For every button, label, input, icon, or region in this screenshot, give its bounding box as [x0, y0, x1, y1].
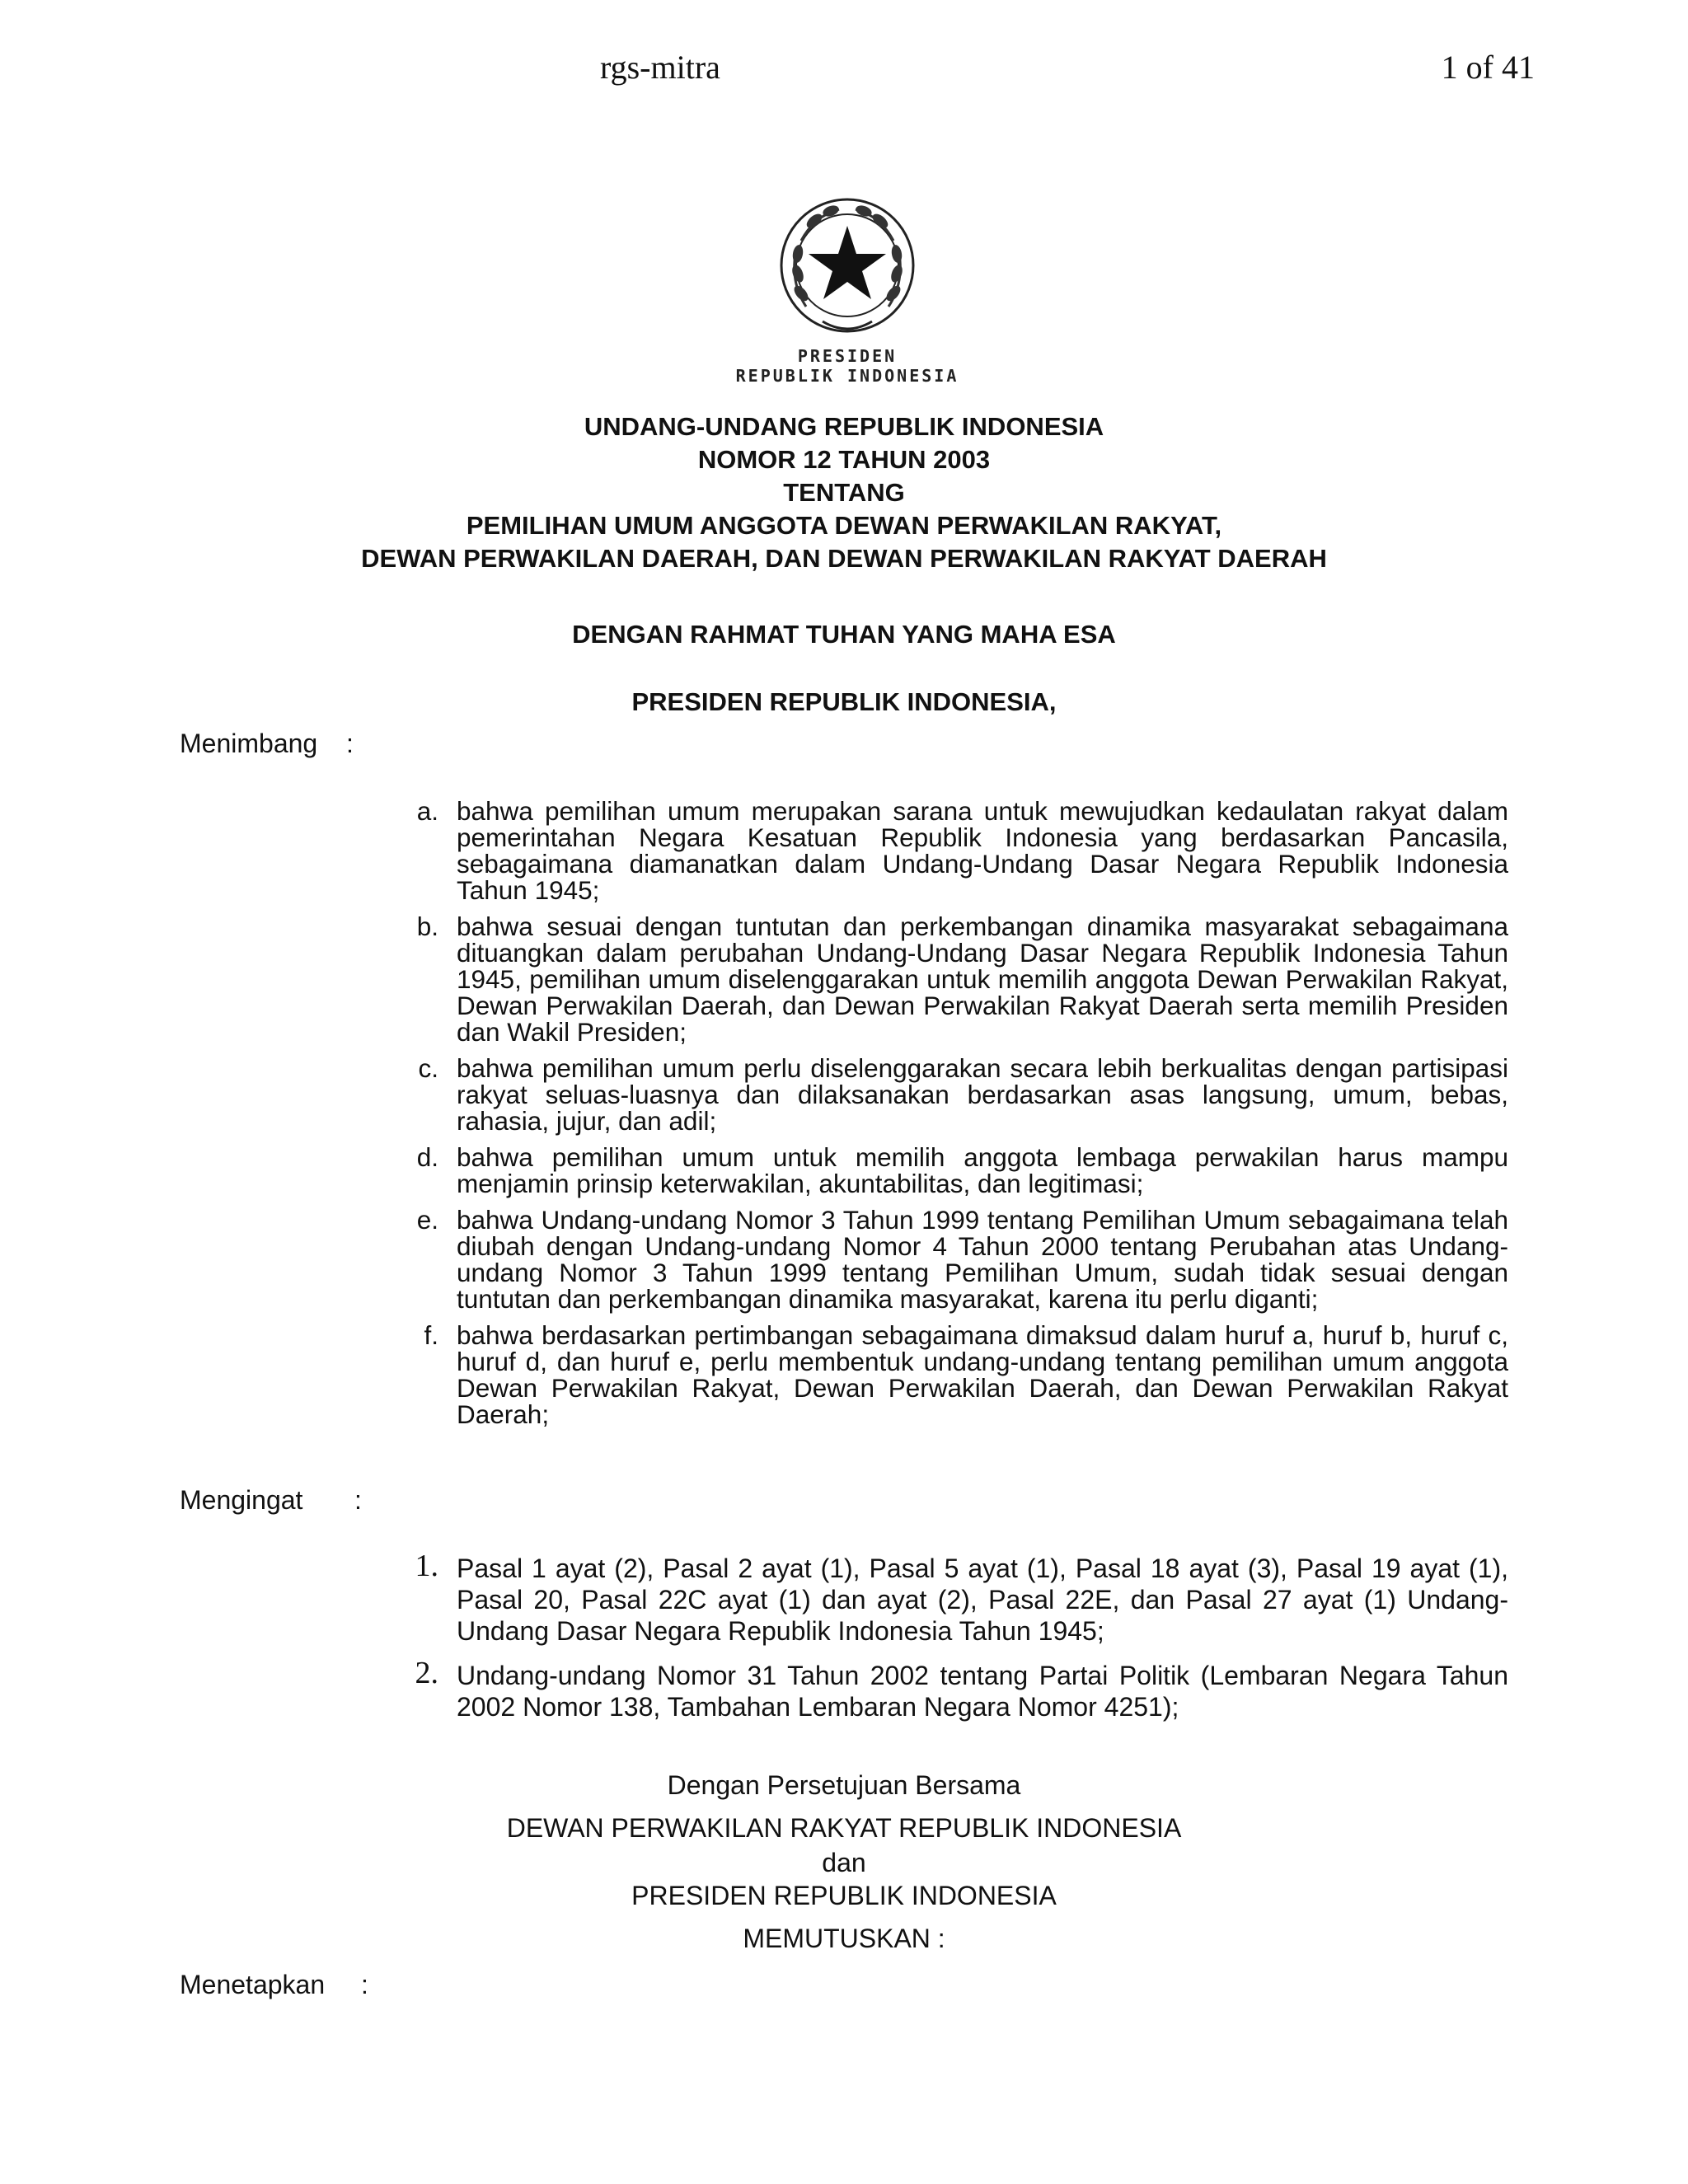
approval-body1: DEWAN PERWAKILAN RAKYAT REPUBLIK INDONESIA [506, 1813, 1182, 1843]
running-header [0, 48, 1688, 97]
mengingat-label: Mengingat [180, 1485, 303, 1515]
item-text: bahwa pemilihan umum merupakan sarana untuk mewujudkan kedaulatan rakyat dalam pemerintahan Negara Kesatuan Republik Indonesia yang berdasarkan Pancasila, sebagaimana diamanatkan dalam Undang-Undang Dasar Negara Republik Indonesia Tahun 1945; [457, 796, 1508, 905]
list-item [387, 1549, 1508, 1647]
menetapkan-label: Menetapkan [180, 1970, 326, 1999]
title-line: NOMOR 12 TAHUN 2003 [697, 445, 991, 474]
list-item [387, 1322, 1508, 1427]
list-item [387, 1055, 1508, 1134]
item-letter: f. [424, 1320, 438, 1350]
garuda-star-emblem-icon [773, 191, 921, 340]
item-letter: d. [416, 1142, 438, 1172]
menimbang-label: Menimbang [180, 729, 318, 758]
item-text: bahwa Undang-undang Nomor 3 Tahun 1999 tentang Pemilihan Umum sebagaimana telah diubah dengan Undang-undang Nomor 4 Tahun 2000 tentang Perubahan atas Undang-undang Nomor 3 Tahun 1999 tentang Pemilihan Umum, sudah tidak sesuai dengan tuntutan dan perkembangan dinamika masyarakat, karena itu perlu diganti; [457, 1205, 1508, 1314]
list-item [387, 798, 1508, 903]
list-item [387, 1144, 1508, 1197]
menimbang-list [387, 798, 1508, 1437]
menetapkan-colon: : [361, 1970, 368, 1999]
emblem-caption-line1: PRESIDEN [797, 346, 898, 366]
item-text: Undang-undang Nomor 31 Tahun 2002 tentang Partai Politik (Lembaran Negara Tahun 2002 Nomor 138, Tambahan Lembaran Negara Nomor 4251); [457, 1661, 1508, 1722]
source-label: rgs-mitra [600, 49, 720, 86]
mengingat-colon: : [354, 1485, 362, 1515]
president-heading: PRESIDEN REPUBLIK INDONESIA, [631, 687, 1057, 716]
item-text: bahwa pemilihan umum perlu diselenggarakan secara lebih berkualitas dengan partisipasi rakyat seluas-luasnya dan dilaksanakan berdasarkan asas langsung, umum, bebas, rahasia, jujur, dan adil; [457, 1053, 1508, 1136]
item-text: Pasal 1 ayat (2), Pasal 2 ayat (1), Pasal 5 ayat (1), Pasal 18 ayat (3), Pasal 19 ayat (1), Pasal 20, Pasal 22C ayat (1) dan ayat (2), Pasal 22E, dan Pasal 27 ayat (1) Undang-Undang Dasar Negara Republik Indonesia Tahun 1945; [457, 1554, 1508, 1646]
decision-heading: MEMUTUSKAN : [743, 1924, 945, 1953]
presidential-emblem [715, 191, 979, 389]
title-line: DEWAN PERWAKILAN DAERAH, DAN DEWAN PERWAKILAN RAKYAT DAERAH [361, 544, 1327, 573]
title-line: UNDANG-UNDANG REPUBLIK INDONESIA [584, 412, 1104, 441]
title-line: PEMILIHAN UMUM ANGGOTA DEWAN PERWAKILAN RAKYAT, [466, 511, 1222, 540]
list-item [387, 1656, 1508, 1722]
list-item [387, 913, 1508, 1045]
item-letter: e. [416, 1205, 438, 1235]
item-number: 2. [415, 1656, 438, 1690]
item-letter: b. [416, 912, 438, 941]
mengingat-list [387, 1549, 1508, 1736]
approval-body2: PRESIDEN REPUBLIK INDONESIA [631, 1881, 1057, 1910]
page-indicator: 1 of 41 [1441, 49, 1535, 86]
approval-intro: Dengan Persetujuan Bersama [667, 1770, 1021, 1800]
title-line: TENTANG [783, 478, 905, 507]
list-item [387, 1207, 1508, 1312]
item-text: bahwa sesuai dengan tuntutan dan perkembangan dinamika masyarakat sebagaimana dituangkan dalam perubahan Undang-Undang Dasar Negara Republik Indonesia Tahun 1945, pemilihan umum diselenggarakan untuk memilih anggota Dewan Perwakilan Rakyat, Dewan Perwakilan Daerah, dan Dewan Perwakilan Rakyat Daerah serta memilih Presiden dan Wakil Presiden; [457, 912, 1508, 1047]
item-letter: a. [416, 796, 438, 826]
approval-conj: dan [822, 1848, 866, 1877]
emblem-caption-line2: REPUBLIK INDONESIA [735, 366, 959, 386]
item-number: 1. [415, 1549, 438, 1583]
item-text: bahwa berdasarkan pertimbangan sebagaimana dimaksud dalam huruf a, huruf b, huruf c, huruf d, dan huruf e, perlu membentuk undang-undang tentang pemilihan umum anggota Dewan Perwakilan Rakyat, Dewan Perwakilan Daerah, dan Dewan Perwakilan Rakyat Daerah; [457, 1320, 1508, 1429]
document-title [0, 410, 1688, 575]
item-text: bahwa pemilihan umum untuk memilih anggota lembaga perwakilan harus mampu menjamin prinsip keterwakilan, akuntabilitas, dan legitimasi; [457, 1142, 1508, 1198]
invocation: DENGAN RAHMAT TUHAN YANG MAHA ESA [572, 620, 1116, 649]
item-letter: c. [418, 1053, 438, 1083]
menimbang-colon: : [346, 729, 354, 758]
